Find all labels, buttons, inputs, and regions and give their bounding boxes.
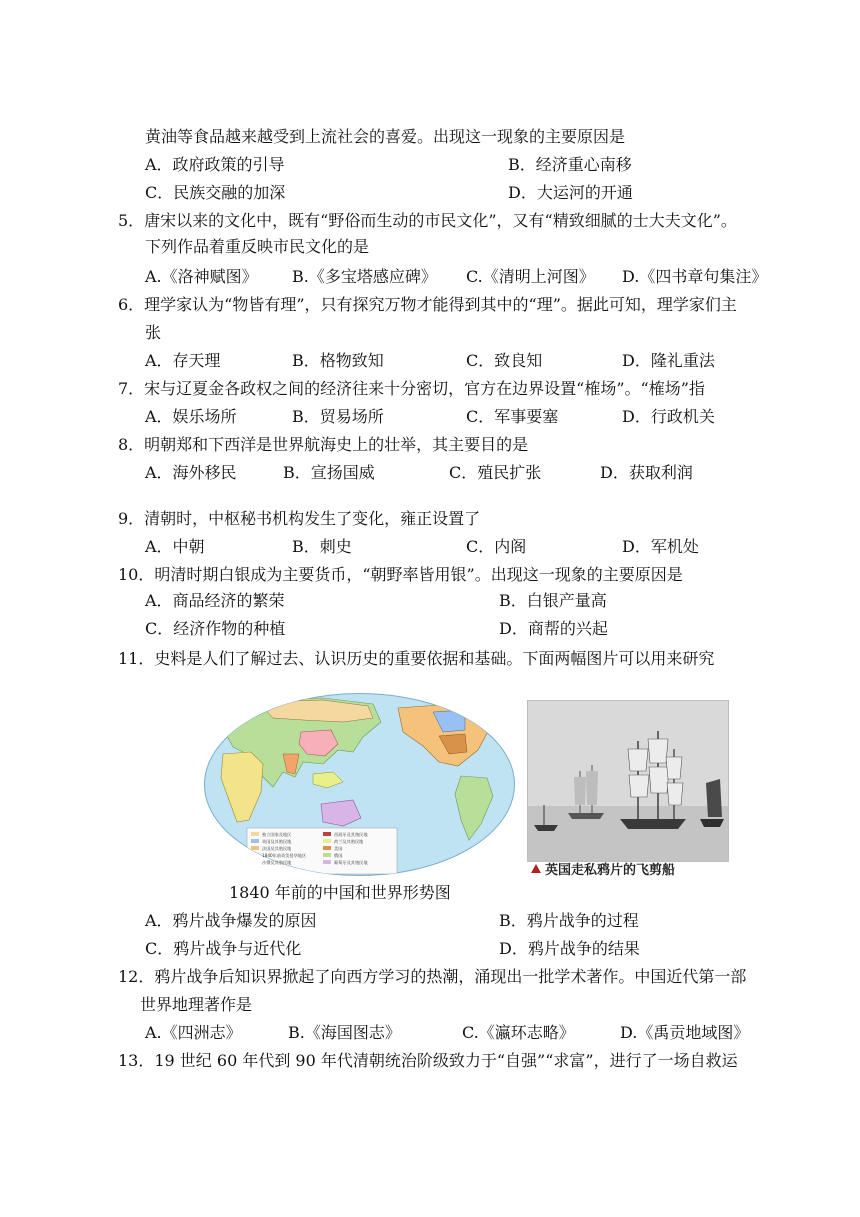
q11-stem: 11．史料是人们了解过去、认识历史的重要依据和基础。下面两幅图片可以用来研究 <box>118 649 715 668</box>
legend-item: 荷兰及其殖民地 <box>334 839 364 844</box>
q9-option-c: C．内阁 <box>466 537 527 556</box>
q10-option-a: A．商品经济的繁荣 <box>145 591 285 610</box>
q5-stem-line2: 下列作品着重反映市民文化的是 <box>145 237 370 256</box>
q6-stem-line2: 张 <box>145 323 162 342</box>
q7-option-c: C．军事要塞 <box>466 407 559 426</box>
q4-option-a: A．政府政策的引导 <box>145 155 285 174</box>
legend-item: 英国及其殖民地 <box>262 839 292 844</box>
q12-option-a: A.《四洲志》 <box>145 1023 242 1042</box>
q9-option-b: B．刺史 <box>292 537 352 556</box>
map-caption: 1840 年前的中国和世界形势图 <box>229 883 451 902</box>
triangle-marker-icon <box>531 864 541 873</box>
legend-item: 西班牙及其殖民地 <box>334 832 368 837</box>
clipper-ship-photo <box>527 700 729 862</box>
q4-stem-line2: 黄油等食品越来越受到上流社会的喜爱。出现这一现象的主要原因是 <box>145 127 626 146</box>
legend-item: 沙俄及其殖民地 <box>262 860 292 865</box>
legend-item: 1840年前英美侵华地区 <box>262 853 307 858</box>
q12-stem-line1: 12．鸦片战争后知识界掀起了向西方学习的热潮，涌现出一批学术著作。中国近代第一部 <box>118 967 747 986</box>
q10-option-b: B．白银产量高 <box>499 591 607 610</box>
q10-stem: 10．明清时期白银成为主要货币，“朝野率皆用银”。出现这一现象的主要原因是 <box>118 565 683 584</box>
q10-option-d: D．商帮的兴起 <box>499 619 608 638</box>
photo-caption-text: 英国走私鸦片的飞剪船 <box>545 863 676 878</box>
q12-option-c: C.《瀛环志略》 <box>462 1023 575 1042</box>
q11-option-a: A．鸦片战争爆发的原因 <box>145 911 317 930</box>
legend-item: 法国及其殖民地 <box>262 846 292 851</box>
q10-option-c: C．经济作物的种植 <box>145 619 286 638</box>
q6-option-d: D．隆礼重法 <box>622 351 715 370</box>
legend-item: 俄国 <box>334 853 343 858</box>
q12-option-b: B.《海国图志》 <box>288 1023 401 1042</box>
q4-option-c: C．民族交融的加深 <box>145 183 286 202</box>
q11-option-c: C．鸦片战争与近代化 <box>145 939 302 958</box>
q5-option-a: A.《洛神赋图》 <box>145 267 258 286</box>
legend-item: 葡萄牙及其殖民地 <box>334 860 368 865</box>
photo-caption <box>531 861 675 881</box>
q4-option-d: D．大运河的开通 <box>508 183 633 202</box>
q7-option-a: A．娱乐场所 <box>145 407 237 426</box>
legend-item: 独立国家及地区 <box>262 832 292 837</box>
q7-option-d: D．行政机关 <box>622 407 715 426</box>
q5-option-c: C.《清明上河图》 <box>466 267 595 286</box>
q8-option-c: C．殖民扩张 <box>449 463 542 482</box>
world-map-figure <box>203 692 516 877</box>
q6-option-c: C．致良知 <box>466 351 543 370</box>
q8-option-a: A．海外移民 <box>145 463 237 482</box>
q11-option-d: D．鸦片战争的结果 <box>499 939 640 958</box>
q6-option-a: A．存天理 <box>145 351 221 370</box>
q5-option-b: B.《多宝塔感应碑》 <box>292 267 437 286</box>
q5-stem-line1: 5．唐宋以来的文化中，既有“野俗而生动的市民文化”，又有“精致细腻的士大夫文化”。 <box>118 211 737 230</box>
q7-option-b: B．贸易场所 <box>292 407 384 426</box>
q6-stem-line1: 6．理学家认为“物皆有理”，只有探究万物才能得到其中的“理”。据此可知，理学家们主 <box>118 295 737 314</box>
q4-option-b: B．经济重心南移 <box>508 155 632 174</box>
q7-stem: 7．宋与辽夏金各政权之间的经济往来十分密切，官方在边界设置“榷场”。“榷场”指 <box>118 379 705 398</box>
q8-option-d: D．获取利润 <box>600 463 693 482</box>
q6-option-b: B．格物致知 <box>292 351 384 370</box>
q8-stem: 8．明朝郑和下西洋是世界航海史上的壮举，其主要目的是 <box>118 435 529 454</box>
legend-item: 美国 <box>334 846 343 851</box>
q9-stem: 9．清朝时，中枢秘书机构发生了变化，雍正设置了 <box>118 509 481 528</box>
q9-option-d: D．军机处 <box>622 537 699 556</box>
q12-stem-line2: 世界地理著作是 <box>140 995 253 1014</box>
q8-option-b: B．宣扬国威 <box>283 463 375 482</box>
q9-option-a: A．中朝 <box>145 537 205 556</box>
q11-option-b: B．鸦片战争的过程 <box>499 911 639 930</box>
q13-stem-line1: 13．19 世纪 60 年代到 90 年代清朝统治阶级致力于“自强”“求富”，进行了一场自救运 <box>118 1051 738 1070</box>
q5-option-d: D.《四书章句集注》 <box>622 267 768 286</box>
q12-option-d: D.《禹贡地域图》 <box>620 1023 750 1042</box>
